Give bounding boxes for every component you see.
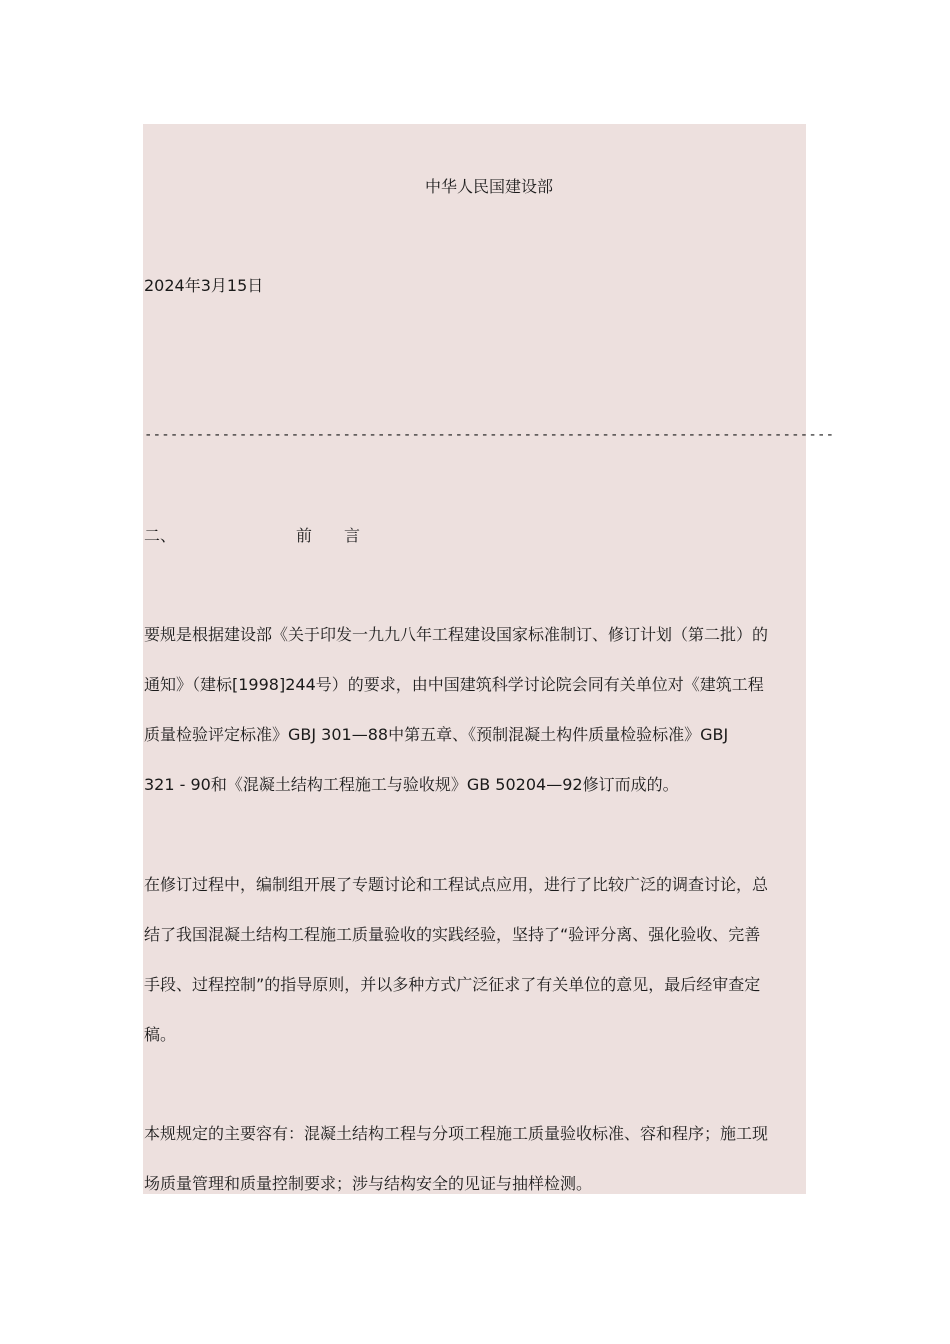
document-content [143,124,835,1194]
paragraph-line: 场质量管理和质量控制要求；涉与结构安全的见证与抽样检测。 [144,1174,593,1193]
paragraph [144,610,804,810]
section-number: 二、 [144,526,177,545]
paragraph-line: 通知》（建标[1998]244号）的要求，由中国建筑科学讨论院会同有关单位对《建筑工程 [144,675,764,694]
paragraph-line: 321 - 90和《混凝土结构工程施工与验收规》GB 50204—92修订而成的。 [144,775,679,794]
paragraph-line: 稿。 [144,1025,177,1044]
section-title: 前 言 [296,526,361,545]
paragraph-line: 结了我国混凝土结构工程施工质量验收的实践经验，坚持了“验评分离、强化验收、完善 [144,925,761,944]
paragraph [144,1109,804,1209]
paragraph-line: 质量检验评定标准》GBJ 301—88中第五章、《预制混凝土构件质量检验标准》GBJ [144,725,729,744]
paragraph-line: 要规是根据建设部《关于印发一九九八年工程建设国家标准制订、修订计划（第二批）的 [144,625,769,644]
paragraph-line: 在修订过程中，编制组开展了专题讨论和工程试点应用，进行了比较广泛的调查讨论，总 [144,875,769,894]
paragraph [144,860,804,1060]
paragraph-line: 本规规定的主要容有：混凝土结构工程与分项工程施工质量验收标准、容和程序；施工现 [144,1124,769,1143]
issuer-name: 中华人民国建设部 [424,177,553,196]
document-date: 2024年3月15日 [144,276,264,295]
paragraph-line: 手段、过程控制”的指导原则，并以多种方式广泛征求了有关单位的意见，最后经审查定 [144,975,761,994]
divider-line: -------------------------------------------------------------------------------- [144,427,835,443]
